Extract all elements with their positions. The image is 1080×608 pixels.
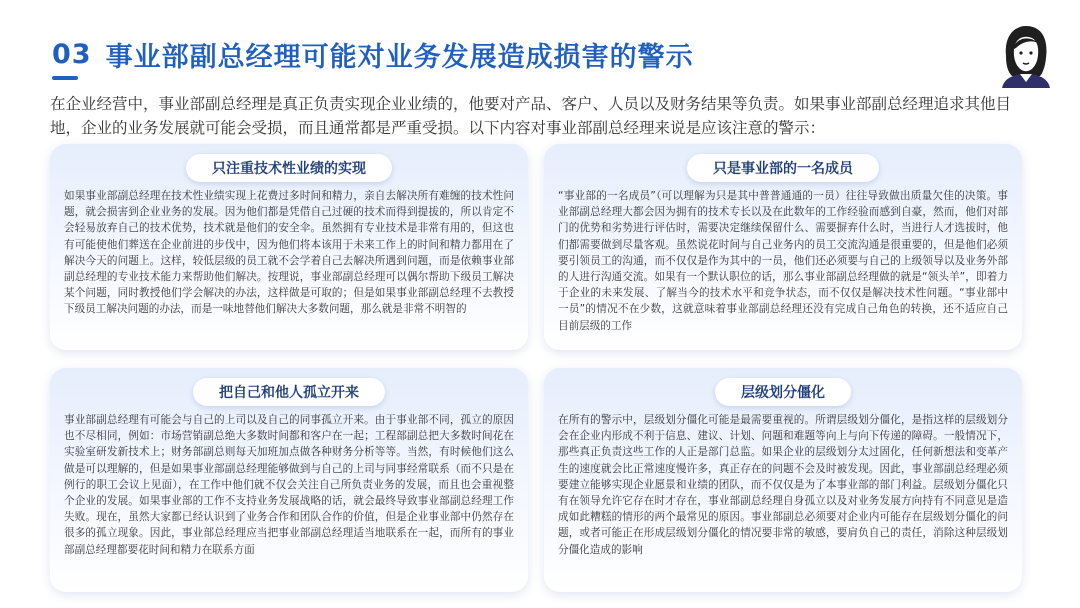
card-body: 事业部副总经理有可能会与自己的上司以及自己的同事孤立开来。由于事业部不同，孤立的原因也不尽相同，例如：市场营销副总绝大多数时间都和客户在一起；工程部副总把大多数时间花在实验室研发新技术上；财务部副总则每天加班加点做各种财务分析等等。当然，有时候他们这么做是可以理解的，但是如果事业部副总经理能够做到与自己的上司与同事经常联系（而不只是在例行的职工会议上见面），在工作中他们就不仅会关注自己所负责业务的发展，而且也会重视整个企业的发展。如果事业部的工作不支持业务发展战略的话，就会最终导致事业部副总经理工作失败。现在，虽然大家都已经认识到了业务合作和团队合作的价值，但是企业事业部中仍然存在很多的孤立现象。因此，事业部总经理应当把事业部副总经理适当地联系在一起，而所有的事业部副总经理都要花时间和精力在联系方面 bbox=[64, 414, 514, 556]
intro-paragraph: 在企业经营中，事业部副总经理是真正负责实现企业业绩的，他要对产品、客户、人员以及财务结果等负责。如果事业部副总经理追求其他目地，企业的业务发展就可能会受损，而且通常都是严重受损。以下内容对事业部副总经理来说是应该注意的警示： bbox=[50, 95, 1012, 137]
card-body: 如果事业部副总经理在技术性业绩实现上花费过多时间和精力，亲自去解决所有难缠的技术性问题，就会损害到企业业务的发展。因为他们都是凭借自己过硬的技术而得到提拔的，所以肯定不会轻易放弃自己的技术优势，技术就是他们的安全伞。虽然拥有专业技术是非常有用的，但这也有可能使他们葬送在企业前进的步伐中，因为他们将本该用于未来工作上的时间和精力都用在了解决今天的问题上。这样，较低层级的员工就不会学着自己去解决所遇到问题，而是依赖事业部副总经理的专业技术能力来帮助他们解决。按理说，事业部副总经理可以偶尔帮助下级员工解决某个问题，同时教授他们学会解决的办法，这样做是可取的；但是如果事业部副总经理不去教授下级员工解决问题的办法，而是一味地替他们解决大多数问题，那么就是非常不明智的 bbox=[64, 190, 514, 316]
warning-card-technical-focus bbox=[50, 144, 528, 350]
card-body: 在所有的警示中，层级划分僵化可能是最需要重视的。所谓层级划分僵化，是指这样的层级划分会在企业内形成不利于信息、建议、计划、问题和难题等向上与向下传递的障碍。一般情况下，那些真正负责这些工作的人正是部门总监。如果企业的层级划分太过固化，任何新想法和变革产生的速度就会比正常速度慢许多，真正存在的问题不会及时被发现。因此，事业部副总经理必须要建立能够实现企业愿景和业绩的团队，而不仅仅是为了本事业部的部门利益。层级划分僵化只有在领导允许它存在时才存在，事业部副总经理自身孤立以及对业务发展方向持有不同意见是造成如此糟糕的情形的两个最常见的原因。事业部副总必须要对企业内可能存在层级划分僵化的问题，或者可能正在形成层级划分僵化的情况要非常的敏感，要肩负自己的责任，消除这种层级划分僵化造成的影响 bbox=[558, 414, 1008, 556]
card-body: “事业部的一名成员”（可以理解为只是其中普普通通的一员）往往导致做出质量欠佳的决策。事业部副总经理大都会因为拥有的技术专长以及在此数年的工作经验而感到自豪，然而，他们对部门的优势和劣势进行评估时，需要决定继续保留什么、需要摒弃什么时，当进行人才选拔时，他们都需要做到尽量客观。虽然说花时间与自己业务内的员工交流沟通是很重要的，但是他们必须要引领员工的沟通，而不仅仅是作为其中的一员，他们还必须要与自己的上级领导以及业务外部的人进行沟通交流。如果有一个默认职位的话，那么事业部副总经理做的就是“领头羊”，即着力于企业的未来发展、了解当今的技术水平和竞争状态，而不仅仅是解决技术性问题。“事业部中一员”的情况不在少数，这就意味着事业部副总经理还没有完成自己角色的转换，还不适应自己目前层级的工作 bbox=[558, 190, 1008, 332]
card-title: 层级划分僵化 bbox=[715, 378, 851, 406]
warning-card-just-a-member bbox=[544, 144, 1022, 350]
warning-card-rigid-hierarchy bbox=[544, 368, 1022, 592]
title-underline bbox=[52, 76, 78, 80]
woman-avatar-icon bbox=[994, 22, 1058, 88]
page-title: 事业部副总经理可能对业务发展造成损害的警示 bbox=[105, 41, 694, 73]
card-title: 把自己和他人孤立开来 bbox=[193, 378, 385, 406]
card-title: 只是事业部的一名成员 bbox=[687, 154, 879, 182]
card-title: 只注重技术性业绩的实现 bbox=[186, 154, 392, 182]
warning-card-isolation bbox=[50, 368, 528, 592]
page-heading bbox=[52, 34, 694, 74]
section-number: 03 bbox=[52, 38, 92, 70]
